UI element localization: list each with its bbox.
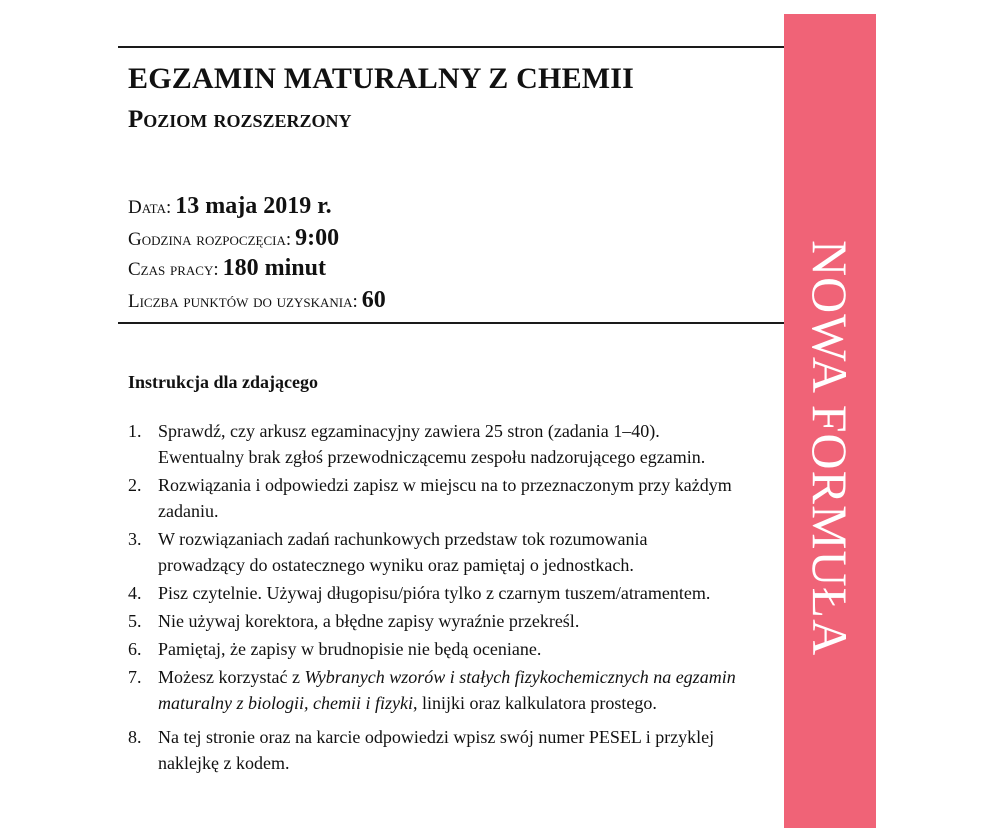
instructions-heading: Instrukcja dla zdającego bbox=[128, 372, 318, 392]
meta-date-value: 13 maja 2019 r. bbox=[175, 193, 332, 219]
exam-level: Poziom rozszerzony bbox=[128, 106, 352, 133]
instruction-item bbox=[128, 608, 738, 634]
meta-duration bbox=[128, 255, 326, 282]
instruction-item bbox=[128, 724, 738, 776]
instruction-item bbox=[128, 636, 738, 662]
meta-points-value: 60 bbox=[361, 287, 386, 313]
instruction-item bbox=[128, 472, 738, 524]
meta-start-time-value: 9:00 bbox=[295, 225, 340, 251]
side-band-label: NOWA FORMUŁA bbox=[802, 240, 858, 657]
meta-start-time-label: Godzina rozpoczęcia: bbox=[128, 229, 292, 250]
instructions-list bbox=[128, 418, 738, 778]
instruction-number: 5. bbox=[128, 611, 142, 631]
meta-date bbox=[128, 193, 332, 220]
instruction-text: W rozwiązaniach zadań rachunkowych przedstaw tok rozumowania prowadzący do ostatecznego wyniku oraz pamiętaj o jednostkach. bbox=[158, 529, 648, 575]
instruction-number: 7. bbox=[128, 667, 142, 687]
instruction-number: 2. bbox=[128, 475, 142, 495]
instruction-number: 1. bbox=[128, 421, 142, 441]
instruction-item bbox=[128, 418, 738, 470]
top-rule bbox=[118, 46, 785, 48]
meta-points-label: Liczba punktów do uzyskania: bbox=[128, 291, 358, 312]
meta-points bbox=[128, 287, 386, 314]
instruction-text: Sprawdź, czy arkusz egzaminacyjny zawiera 25 stron (zadania 1–40). Ewentualny brak zgłoś przewodniczącemu zespołu nadzorującego egzamin. bbox=[158, 421, 706, 467]
instruction-text: Rozwiązania i odpowiedzi zapisz w miejscu na to przeznaczonym przy każdym zadaniu. bbox=[158, 475, 732, 521]
instruction-item bbox=[128, 526, 738, 578]
meta-date-label: Data: bbox=[128, 197, 172, 218]
meta-start-time bbox=[128, 225, 339, 252]
instruction-text-italic: Wybranych wzorów i stałych fizykochemicznych na egzamin maturalny z biologii, chemii i fizyki bbox=[158, 667, 736, 713]
instruction-item bbox=[128, 580, 738, 606]
section-rule bbox=[118, 322, 785, 324]
instruction-number: 6. bbox=[128, 639, 142, 659]
instruction-text: Nie używaj korektora, a błędne zapisy wyraźnie przekreśl. bbox=[158, 611, 580, 631]
instruction-text: Pamiętaj, że zapisy w brudnopisie nie będą oceniane. bbox=[158, 639, 542, 659]
instruction-text-after: , linijki oraz kalkulatora prostego. bbox=[412, 693, 657, 713]
instruction-item bbox=[128, 664, 738, 716]
instruction-text-before: Możesz korzystać z bbox=[158, 667, 305, 687]
instruction-number: 3. bbox=[128, 529, 142, 549]
exam-title: EGZAMIN MATURALNY Z CHEMII bbox=[128, 62, 635, 95]
instruction-text: Na tej stronie oraz na karcie odpowiedzi wpisz swój numer PESEL i przyklej naklejkę z kodem. bbox=[158, 727, 715, 773]
instruction-number: 8. bbox=[128, 727, 142, 747]
instruction-text: Pisz czytelnie. Używaj długopisu/pióra tylko z czarnym tuszem/atramentem. bbox=[158, 583, 711, 603]
meta-duration-value: 180 minut bbox=[222, 255, 326, 281]
meta-duration-label: Czas pracy: bbox=[128, 259, 219, 280]
instruction-number: 4. bbox=[128, 583, 142, 603]
